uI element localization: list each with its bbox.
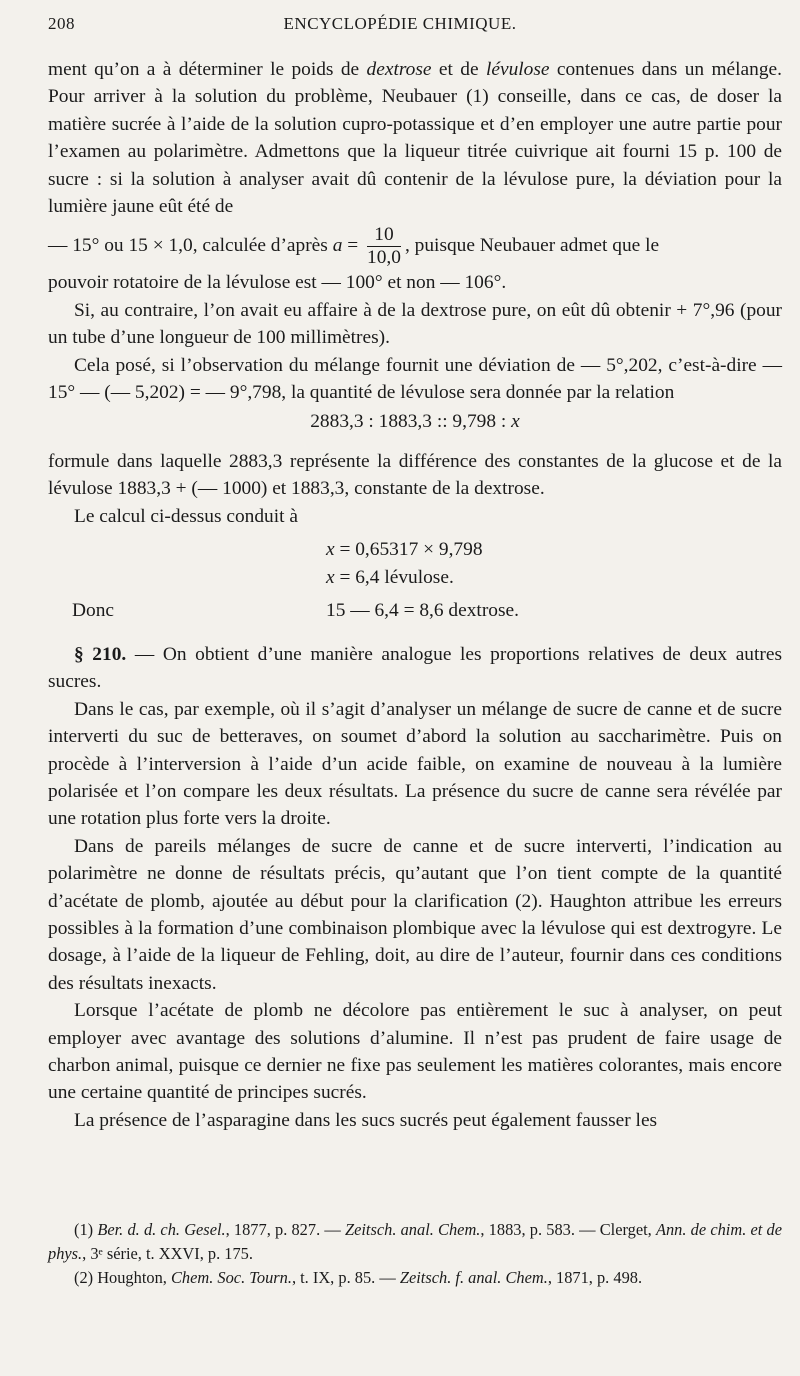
paragraph-3: Cela posé, si l’observation du mélange fournit une déviation de — 5°,202, c’est-à-dire — 15° — (— 5,202) = — 9°,798, la quantité de lévulose sera donnée par la relation: [48, 354, 782, 404]
text-run: — 15° ou 15 × 1,0, calculée d’après: [48, 235, 333, 257]
donc-line: [48, 597, 782, 627]
paragraph-4: formule dans laquelle 2883,3 représente la différence des constantes de la glucose et de la lévulose 1883,3 + (— 1000) et 1883,3, constante de la dextrose.: [48, 450, 782, 500]
text-run: ment qu’on a à déterminer le poids de: [48, 59, 367, 80]
donc-equation: 15 — 6,4 = 8,6 dextrose.: [326, 599, 519, 621]
main-text: [48, 56, 782, 1134]
fraction: [367, 224, 401, 269]
citation-title: Chem. Soc. Tourn.: [170, 1268, 292, 1287]
citation-title: Zeitsch. anal. Chem.: [344, 1220, 481, 1239]
paragraph-2: Si, au contraire, l’on avait eu affaire à de la dextrose pure, on eût dû obtenir + 7°,96 (pour un tube d’une longueur de 100 millimètres).: [48, 299, 782, 349]
equation-variable: x: [326, 566, 335, 588]
section-number: § 210.: [74, 643, 127, 665]
text-run: contenues dans un mélange. Pour arriver à la solution du problème, Neubauer (1) conseille, dans ce cas, de doser la matière sucrée à l’aide de la solution cupro-potassique et d’en employer une autre partie pour l’examen au polarimètre. Admettons que la liqueur titrée cuivrique ait fourni 15 p. 100 de sucre : si la solution à analyser avait dû contenir de la lévulose pure, la déviation pour la lumière jaune eût été de: [48, 59, 783, 218]
fraction-numerator: 10: [367, 224, 401, 247]
formula-equals: =: [342, 235, 364, 257]
equation-text: = 0,65317 × 9,798: [334, 539, 483, 561]
footnote-2: [48, 1266, 782, 1290]
equation-text: = 6,4 lévulose.: [334, 566, 454, 588]
section-text: — On obtient d’une manière analogue les proportions relatives de deux autres sucres.: [48, 643, 782, 693]
italic-term-dextrose: dextrose: [366, 59, 432, 80]
text-run: (1): [74, 1220, 98, 1239]
footnotes: [48, 1218, 782, 1290]
section-210: [48, 641, 782, 696]
text-run: , 1883, p. 583. — Clerget,: [480, 1220, 656, 1239]
paragraph-6: Dans le cas, par exemple, où il s’agit d’analyser un mélange de sucre de canne et de sucre interverti du suc de betteraves, on soumet d’abord la solution au saccharimètre. Puis on procède à l’interversion à l’aide d’un acide faible, on examine de nouveau à la lumière polarisée et l’on compare les deux résultats. La présence du sucre de canne sera révélée par une rotation plus forte vers la droite.: [48, 698, 782, 830]
formula-line: [48, 224, 782, 269]
donc-label: Donc: [72, 599, 115, 621]
paragraph-7: Dans de pareils mélanges de sucre de canne et de sucre interverti, l’indication au polarimètre ne donne de résultats précis, qu’autant que l’on tient compte de la quantité d’acétate de plomb, ajoutée au début pour la clarification (2). Haughton attribue les erreurs possibles à la formation d’une combinaison plombique avec la lévulose qui est dextrogyre. Le dosage, à l’aide de la liqueur de Fehling, doit, au dire de l’auteur, fournir dans ces conditions des résultats inexacts.: [48, 835, 782, 994]
formula-variable: a: [332, 235, 343, 257]
text-run: et de: [431, 59, 486, 80]
text-run: , t. IX, p. 85. —: [291, 1268, 400, 1287]
paragraph-1-end: pouvoir rotatoire de la lévulose est — 100° et non — 106°.: [48, 272, 507, 294]
text-run: , 3ᵉ série, t. XXVI, p. 175.: [82, 1244, 253, 1263]
running-header: [48, 14, 752, 40]
paragraph-8: Lorsque l’acétate de plomb ne décolore pas entièrement le suc à analyser, on peut employer avec avantage des solutions d’alumine. Il n’est pas prudent de faire usage de charbon animal, puisque ce dernier ne fixe pas seulement les matières colorantes, mais encore une certaine quantité de principes sucrés.: [48, 1000, 782, 1104]
page-number: 208: [48, 14, 75, 33]
text-run: , 1877, p. 827. —: [225, 1220, 345, 1239]
equation-variable: x: [326, 539, 335, 561]
citation-title: Ann. de chim. et de phys.: [48, 1220, 782, 1263]
paragraph-5: Le calcul ci-dessus conduit à: [74, 505, 298, 527]
text-run: (2) Houghton,: [74, 1268, 171, 1287]
equation-2: [48, 564, 782, 591]
proportion: [48, 408, 782, 435]
italic-term-levulose: lévulose: [485, 59, 550, 80]
equation-1: [48, 536, 782, 563]
footnote-1: [48, 1218, 782, 1266]
citation-title: Zeitsch. f. anal. Chem.: [399, 1268, 548, 1287]
text-run: , 1871, p. 498.: [547, 1268, 643, 1287]
proportion-text: 2883,3 : 1883,3 :: 9,798 :: [310, 411, 512, 433]
equation-block: [48, 536, 782, 591]
paragraph-1: [48, 56, 782, 220]
paragraph-9: La présence de l’asparagine dans les sucs sucrés peut également fausser les: [74, 1109, 658, 1131]
proportion-variable: x: [511, 411, 520, 433]
citation-title: Ber. d. d. ch. Gesel.: [97, 1220, 226, 1239]
text-run: , puisque Neubauer admet que le: [404, 235, 660, 257]
running-title: ENCYCLOPÉDIE CHIMIQUE.: [283, 14, 517, 33]
fraction-denominator: 10,0: [367, 247, 401, 269]
